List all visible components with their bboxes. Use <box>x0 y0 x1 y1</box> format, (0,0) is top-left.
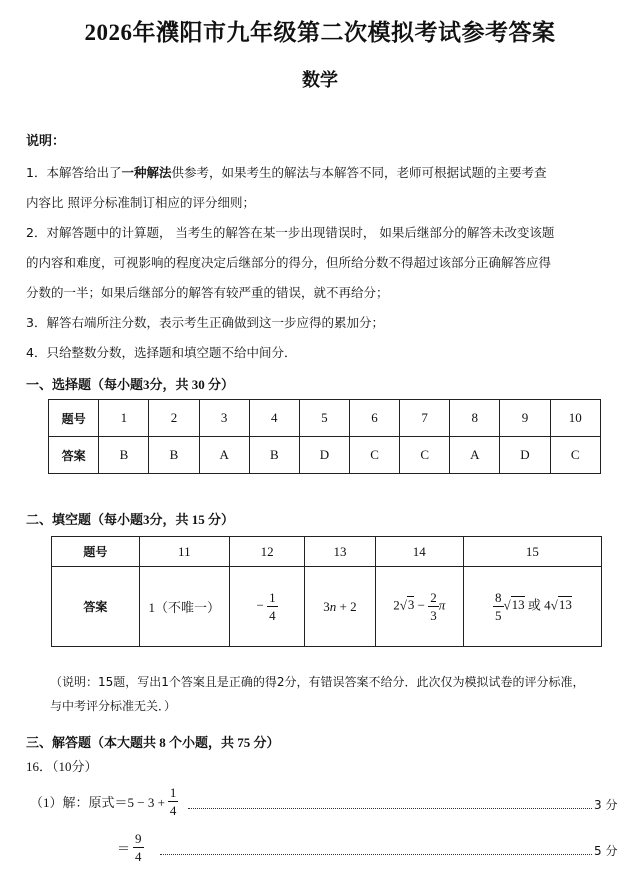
denominator: 5 <box>495 608 502 623</box>
q16-label: 16．（10分） <box>26 759 98 774</box>
answer-cell: C <box>400 437 450 474</box>
notes-heading: 说明： <box>26 133 66 148</box>
note-2-line1: 2．对解答题中的计算题， 当考生的解答在某一步出现错误时， 如果后继部分的解答未改变该题 <box>26 225 555 240</box>
answer-cell: D <box>299 437 349 474</box>
radicand: 13 <box>558 597 572 613</box>
q16-step2 <box>117 832 144 863</box>
row-label-answer: 答案 <box>52 567 140 647</box>
dotted-leader <box>160 854 592 855</box>
question-number: 2 <box>149 400 199 437</box>
numerator: 9 <box>135 831 142 846</box>
question-number: 11 <box>139 537 229 567</box>
note-2 <box>26 218 616 308</box>
step1-expression: （1）解：原式＝5 − 3 + <box>30 795 165 810</box>
question-number: 3 <box>199 400 249 437</box>
radicand: 3 <box>407 597 415 613</box>
choice-answer-table <box>48 399 601 474</box>
question-number: 9 <box>500 400 550 437</box>
note-1-suffix: 供参考，如果考生的解法与本解答不同，老师可根据试题的主要考查 <box>171 165 547 180</box>
numerator: 2 <box>430 590 437 605</box>
table-row <box>49 400 601 437</box>
fraction <box>267 591 278 622</box>
denominator: 4 <box>169 803 177 818</box>
question-number: 7 <box>400 400 450 437</box>
answer-cell: A <box>450 437 500 474</box>
answer-14 <box>375 567 463 647</box>
variable: n <box>329 598 337 614</box>
question-number: 4 <box>249 400 299 437</box>
question-number: 1 <box>99 400 149 437</box>
answer-cell: B <box>99 437 149 474</box>
fraction <box>168 786 179 817</box>
row-label-question: 题号 <box>52 537 140 567</box>
answer-cell: B <box>149 437 199 474</box>
denominator: 4 <box>269 608 276 623</box>
numerator: 1 <box>269 590 276 605</box>
note-2-line3: 分数的一半；如果后继部分的解答有较严重的错误，就不再给分； <box>26 285 389 300</box>
question-number: 12 <box>229 537 304 567</box>
pi-symbol: π <box>438 597 446 613</box>
dotted-leader <box>188 808 592 809</box>
note-3: 3．解答右端所注分数，表示考生正确做到这一步应得的累加分； <box>26 315 384 330</box>
answer-cell: B <box>249 437 299 474</box>
question-number: 15 <box>463 537 601 567</box>
question-number: 8 <box>450 400 500 437</box>
question-number: 14 <box>375 537 463 567</box>
row-label-answer: 答案 <box>49 437 99 474</box>
minus-sign: − <box>256 597 264 613</box>
q16-step1 <box>30 786 178 817</box>
radicand: 13 <box>511 597 525 613</box>
subject-title: 数学 <box>302 70 338 90</box>
fraction <box>493 591 504 622</box>
sqrt-symbol: √ <box>550 597 558 613</box>
fraction <box>428 591 439 622</box>
denominator: 4 <box>135 849 142 864</box>
question-number: 5 <box>299 400 349 437</box>
table-row <box>52 537 602 567</box>
coefficient: 3 <box>323 598 330 614</box>
note-1 <box>26 158 616 218</box>
section1-title: 一、选择题（每小题3分，共 30 分） <box>26 377 235 392</box>
minus-sign: − <box>414 597 429 613</box>
answer-cell: C <box>550 437 600 474</box>
section2-title: 二、填空题（每小题3分，共 15 分） <box>26 512 235 527</box>
numerator: 8 <box>495 590 502 605</box>
note-2-line2: 的内容和难度，可视影响的程度决定后继部分的得分，但所给分数不得超过该部分正确解答应得 <box>26 255 552 270</box>
table-row <box>49 437 601 474</box>
coefficient: 2 <box>393 597 400 613</box>
answer-cell: D <box>500 437 550 474</box>
step2-score: 5 分 <box>594 844 618 858</box>
question-number: 6 <box>349 400 399 437</box>
sqrt-symbol: √ <box>503 597 511 613</box>
answer-15 <box>463 567 601 647</box>
answer-cell: A <box>199 437 249 474</box>
row-label-question: 题号 <box>49 400 99 437</box>
section3-title: 三、解答题（本大题共 8 个小题，共 75 分） <box>26 735 280 750</box>
fill-blank-answer-table <box>51 536 602 647</box>
note-1-bold: 一种解法 <box>121 165 172 180</box>
note-1-prefix: 1．本解答给出了 <box>26 165 122 180</box>
answer-11: 1（不唯一） <box>139 567 229 647</box>
answer-cell: C <box>349 437 399 474</box>
answer-13 <box>305 567 376 647</box>
or-text: 或 <box>524 597 545 613</box>
coefficient: 4 <box>544 597 551 613</box>
denominator: 3 <box>430 608 437 623</box>
fill-blank-explanation <box>50 670 630 718</box>
numerator: 1 <box>169 785 177 800</box>
explanation-line1: （说明：15题，写出1个答案且是正确的得2分，有错误答案不给分．此次仅为模拟试卷的评分标准， <box>50 675 585 689</box>
page-title: 2026年濮阳市九年级第二次模拟考试参考答案 <box>84 20 556 45</box>
fraction <box>133 832 144 863</box>
question-number: 13 <box>305 537 376 567</box>
explanation-line2: 与中考评分标准无关．） <box>50 699 177 713</box>
note-1-line2: 内容比 照评分标准制订相应的评分细则； <box>26 195 255 210</box>
step1-score: 3 分 <box>594 798 618 812</box>
equals-sign: ＝ <box>117 841 131 856</box>
answer-12 <box>229 567 304 647</box>
expression-rest: + 2 <box>336 598 357 614</box>
note-4: 4．只给整数分数，选择题和填空题不给中间分． <box>26 345 297 360</box>
question-number: 10 <box>550 400 600 437</box>
table-row <box>52 567 602 647</box>
sqrt-symbol: √ <box>399 597 407 613</box>
